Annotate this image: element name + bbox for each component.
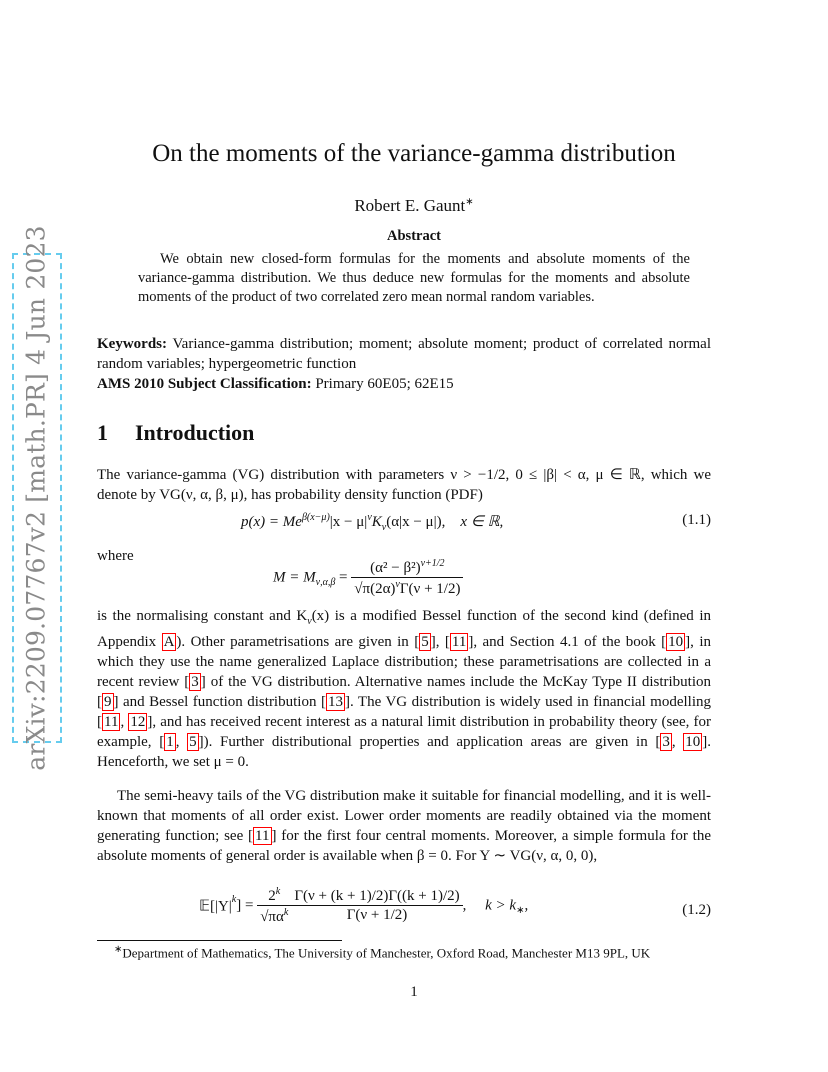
- citation-link[interactable]: 1: [166, 734, 174, 750]
- p2-text-6: , in which they use the name generalized Laplace distribution; these parametrisations are collected in a recent review: [97, 634, 711, 690]
- p2-text-4: ,: [435, 634, 445, 650]
- eq2-f2-den: Γ(ν + 1/2): [291, 905, 462, 924]
- p2-text-9: . The VG distribution is widely used in financial modelling: [349, 694, 712, 710]
- eq2-cond-tail: ,: [524, 897, 529, 914]
- p3-text-2: for the first four central moments. Moreover, a simple formula for the absolute moments of general order is available when β = 0. For Y ∼ VG(ν, α, 0, 0),: [97, 828, 711, 864]
- eq1-bessel: K: [371, 514, 382, 530]
- section-number: 1: [97, 420, 108, 445]
- arxiv-stamp[interactable]: arXiv:2209.07767v2 [math.PR] 4 Jun 2023: [21, 225, 51, 771]
- m-fraction: [351, 558, 463, 598]
- eq2-f1-den: √πα: [260, 909, 284, 925]
- m-denominator: √π(2α): [354, 581, 396, 597]
- eq2-f1-num: 2: [268, 888, 276, 904]
- footnote-rule: [97, 940, 342, 941]
- abstract-heading: Abstract: [387, 228, 441, 244]
- keywords: [97, 334, 711, 374]
- p2-text-11: ). Further distributional properties and application areas are given in: [203, 734, 656, 750]
- abstract-text: We obtain new closed-form formulas for the moments and absolute moments of the variance-gamma distribution. We thus deduce new formulas for the moments and absolute moments of the product of two correlated zero mean normal random variables.: [138, 251, 690, 305]
- citation-link[interactable]: 11: [255, 828, 270, 844]
- ams-label: AMS 2010 Subject Classification:: [97, 376, 312, 392]
- footnote-mark: ∗: [114, 944, 123, 955]
- eq2-lhs-tail: ] =: [236, 897, 254, 914]
- section-title: Introduction: [135, 420, 255, 445]
- eq1-abs: |x − μ|: [329, 514, 368, 530]
- equation-number-1-2: (1.2): [682, 902, 711, 918]
- keywords-label: Keywords:: [97, 336, 167, 352]
- eq1-arg: (α|x − μ|),: [386, 514, 446, 530]
- p2-bessel-sub: ν: [307, 616, 312, 627]
- eq2-f1-num-exp: k: [275, 886, 281, 897]
- eq2-fraction-1: [257, 886, 291, 926]
- keywords-text: Variance-gamma distribution; moment; absolute moment; product of correlated normal random variables; hypergeometric function: [97, 336, 711, 372]
- eq2-lhs-exp: k: [231, 893, 237, 905]
- m-lhs-sub: ν,α,β: [315, 576, 336, 588]
- citation-link[interactable]: 11: [451, 634, 467, 650]
- p2-text-3: ). Other parametrisations are given in: [176, 634, 415, 650]
- citation-link[interactable]: 10: [668, 634, 684, 650]
- m-denominator-tail: Γ(ν + 1/2): [399, 581, 461, 597]
- citation-link[interactable]: 11: [104, 714, 119, 730]
- footnote: [114, 944, 650, 961]
- equation-1-1: [97, 512, 711, 534]
- eq2-comma: ,: [462, 897, 467, 914]
- paper-title: On the moments of the variance-gamma distribution: [152, 140, 676, 167]
- section-heading: [97, 420, 254, 446]
- eq1-exp: β(x−μ): [301, 512, 330, 523]
- eq2-f1-den-exp: k: [283, 907, 289, 918]
- author-line: [0, 196, 828, 216]
- p2-text-8: and Bessel function distribution: [118, 694, 321, 710]
- appendix-link[interactable]: A: [163, 634, 175, 650]
- citation-link[interactable]: 13: [327, 694, 343, 710]
- author-name: Robert E. Gaunt: [354, 196, 466, 215]
- p2-text-2: (x) is a modified Bessel function of the second kind (defined in Appendix: [97, 608, 711, 650]
- eq1-nu: ν: [367, 512, 372, 523]
- m-numerator: (α² − β²): [370, 560, 421, 576]
- citation-link[interactable]: 10: [685, 734, 701, 750]
- equation-1-2: [97, 886, 711, 934]
- p2-text-7: of the VG distribution. Alternative names include the McKay Type II distribution: [205, 674, 711, 690]
- m-lhs: M = M: [273, 569, 316, 586]
- ams-classification: [97, 374, 711, 394]
- intro-paragraph-2: is the normalising constant and $K_\nu(x)$ is a modified Bessel function of the second kind (defined in Appendix A ). Other parametrisations are given in [ 5 ], [ 11 ], and Section 4.1 of the book [ 10 ], in which they use the name generalized Laplace distribution; these parametrisations are collected in a recent review [ 3 ] of the VG distribution. Alternative names include the McKay Type II distribution [ 9 ] and Bessel function distribution [ 13 ]. The VG distribution is widely used in financial modelling [ 11 , 12 ], and has received recent interest as a natural limit distribution in probability theory (see, for example, [ 1 , 5 ]). Further distributional properties and application areas are given in [ 3 , 10 ]. Henceforth, we set μ = 0.: [97, 608, 712, 770]
- citation-link[interactable]: 9: [104, 694, 112, 710]
- p2-text-12: . Henceforth, we set μ = 0.: [97, 734, 712, 770]
- eq2-cond: k > k: [485, 897, 517, 914]
- citation-link[interactable]: 5: [421, 634, 429, 650]
- eq2-lhs: 𝔼[|Y|: [199, 898, 232, 915]
- equation-number-1-1: (1.1): [682, 512, 711, 528]
- m-equals: =: [339, 569, 348, 586]
- m-numerator-exp: ν+1/2: [420, 558, 445, 569]
- p2-text-5: , and Section 4.1 of the book: [473, 634, 662, 650]
- citation-link[interactable]: 12: [130, 714, 146, 730]
- p2-text-10: , and has received recent interest as a natural limit distribution in probability theory (see, for example,: [97, 714, 711, 750]
- m-denominator-exp: ν: [395, 579, 400, 590]
- ams-text: Primary 60E05; 62E15: [315, 376, 454, 392]
- eq2-fraction-2: [291, 888, 462, 924]
- citation-link[interactable]: 3: [191, 674, 199, 690]
- where-text: where: [97, 548, 134, 564]
- citation-link[interactable]: 5: [189, 734, 197, 750]
- author-footnote-mark[interactable]: ∗: [465, 196, 474, 208]
- p2-text-1: is the normalising constant and K: [97, 608, 308, 624]
- p3-text-1: The semi-heavy tails of the VG distribution make it suitable for financial modelling, and it is well-known that moments of all order exist. Lower order moments are readily obtained via the moment generating function; see: [97, 788, 711, 844]
- eq1-bessel-sub: ν: [381, 522, 387, 533]
- intro-paragraph-3: The semi-heavy tails of the VG distribution make it suitable for financial modelling, and it is well-known that moments of all order exist. Lower order moments are readily obtained via the moment generating function; see [ 11 ] for the first four central moments. Moreover, a simple formula for the absolute moments of general order is available when β = 0. For Y ∼ VG(ν, α, 0, 0),: [97, 788, 711, 864]
- eq2-f2-num: Γ(ν + (k + 1)/2)Γ((k + 1)/2): [294, 888, 460, 904]
- footnote-text: Department of Mathematics, The University of Manchester, Oxford Road, Manchester M13 9PL, UK: [122, 945, 651, 961]
- page-number: 1: [410, 984, 418, 1000]
- eq1-domain: x ∈ ℝ,: [460, 514, 504, 530]
- eq1-lhs: p(x) = Me: [241, 514, 302, 530]
- equation-normalising-constant: [97, 558, 711, 604]
- citation-link[interactable]: 3: [662, 734, 670, 750]
- eq2-cond-sub: ∗: [516, 904, 525, 916]
- intro-paragraph-1: The variance-gamma (VG) distribution with parameters ν > −1/2, 0 ≤ |β| < α, μ ∈ ℝ, which we denote by VG(ν, α, β, μ), has probability density function (PDF): [97, 467, 711, 503]
